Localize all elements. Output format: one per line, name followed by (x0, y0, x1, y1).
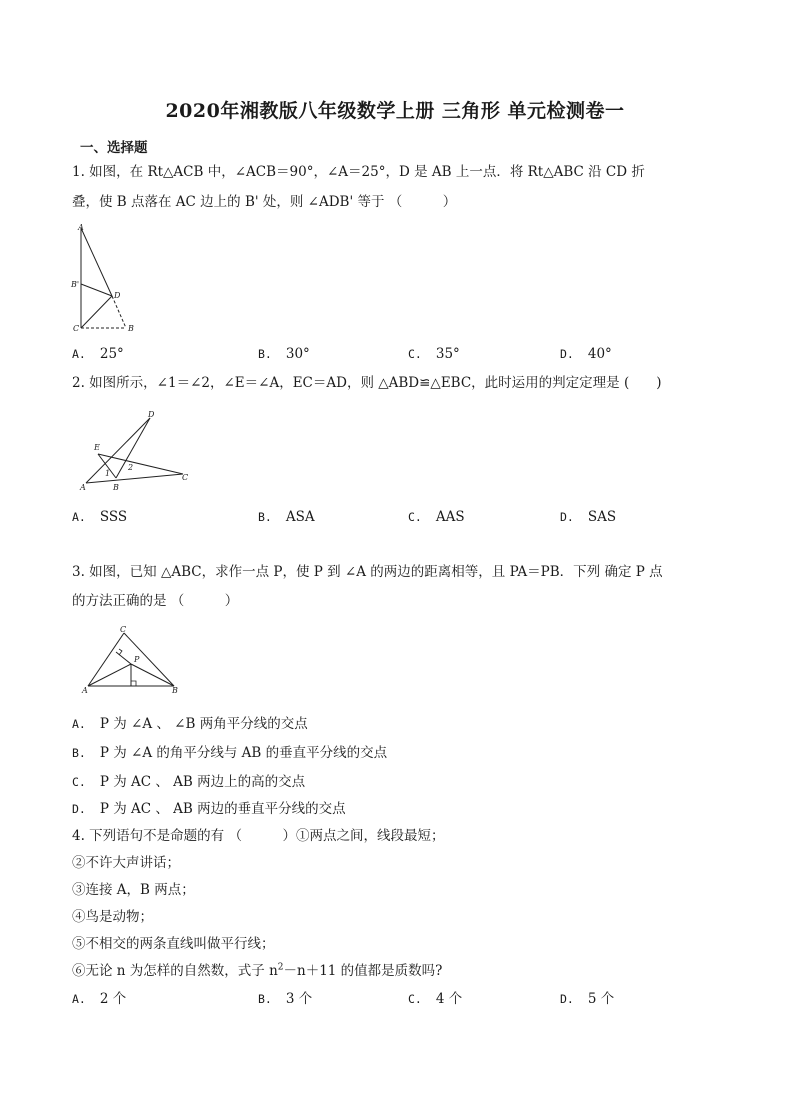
q2-label-c: C (182, 473, 189, 482)
q1-figure (68, 220, 148, 335)
q2-label-a: A (80, 483, 86, 492)
q3-label-a: A (82, 686, 88, 695)
page-title: 2020年湘教版八年级数学上册 三角形 单元检测卷一 (165, 100, 625, 122)
q3-option-d[interactable]: D. P 为 AC 、 AB 两边的垂直平分线的交点 (72, 801, 346, 817)
q2-label-1: 1 (105, 469, 111, 478)
q1-label-bprime: B' (71, 280, 80, 289)
q3-option-a[interactable]: A. P 为 ∠A 、 ∠B 两角平分线的交点 (72, 716, 308, 732)
q2-option-d[interactable]: D. SAS (560, 509, 617, 525)
q3-label-p: P (134, 655, 140, 664)
q4-line1: 4. 下列语句不是命题的有 （ ）①两点之间，线段最短； (72, 828, 445, 844)
q2-label-d: D (148, 410, 155, 419)
q4-option-b[interactable]: B. 3 个 (258, 991, 313, 1007)
q2-option-b[interactable]: B. ASA (258, 509, 315, 525)
q4-item3: ③连接 A，B 两点； (72, 882, 195, 898)
q1-label-a: A (78, 223, 84, 232)
q2-line1: 2. 如图所示，∠1＝∠2，∠E＝∠A，EC＝AD，则 △ABD≌△EBC，此时运用的判定定理是 ( ) (72, 375, 662, 391)
q1-label-c: C (73, 324, 80, 333)
q1-line2: 叠，使 B 点落在 AC 边上的 B' 处，则 ∠ADB' 等于 （ ） (72, 194, 457, 210)
q2-option-a[interactable]: A. SSS (72, 509, 128, 525)
q4-item2: ②不许大声讲话； (72, 855, 180, 871)
q4-item5: ⑤不相交的两条直线叫做平行线； (72, 936, 275, 952)
q1-label-b: B (128, 324, 134, 333)
q4-option-d[interactable]: D. 5 个 (560, 991, 615, 1007)
q3-option-c[interactable]: C. P 为 AC 、 AB 两边上的高的交点 (72, 774, 306, 790)
q1-option-c[interactable]: C. 35° (408, 346, 460, 362)
q2-option-c[interactable]: C. AAS (408, 509, 465, 525)
q1-label-d: D (114, 291, 121, 300)
q3-line1: 3. 如图，已知 △ABC，求作一点 P，使 P 到 ∠A 的两边的距离相等，且 PA＝PB．下列 确定 P 点 (72, 564, 663, 580)
q1-option-a[interactable]: A. 25° (72, 346, 124, 362)
q4-item4: ④鸟是动物； (72, 909, 153, 925)
section-heading: 一、选择题 (80, 140, 148, 156)
q4-item6: ⑥无论 n 为怎样的自然数，式子 $n^2-n+11$ 的值都是质数吗? (72, 962, 443, 979)
q2-label-e: E (94, 443, 100, 452)
q3-figure (78, 624, 188, 696)
q3-label-c: C (120, 625, 127, 634)
q2-label-2: 2 (128, 463, 134, 472)
q4-option-c[interactable]: C. 4 个 (408, 991, 463, 1007)
q3-line2: 的方法正确的是 （ ） (72, 593, 239, 609)
q1-option-d[interactable]: D. 40° (560, 346, 612, 362)
q2-label-b: B (113, 483, 119, 492)
q3-option-b[interactable]: B. P 为 ∠A 的角平分线与 AB 的垂直平分线的交点 (72, 745, 388, 761)
q4-option-a[interactable]: A. 2 个 (72, 991, 127, 1007)
q3-label-b: B (172, 686, 178, 695)
q1-line1: 1. 如图，在 Rt△ACB 中，∠ACB＝90°，∠A＝25°，D 是 AB 上一点．将 Rt△ABC 沿 CD 折 (72, 164, 645, 180)
q2-figure (78, 408, 193, 493)
q1-option-b[interactable]: B. 30° (258, 346, 310, 362)
